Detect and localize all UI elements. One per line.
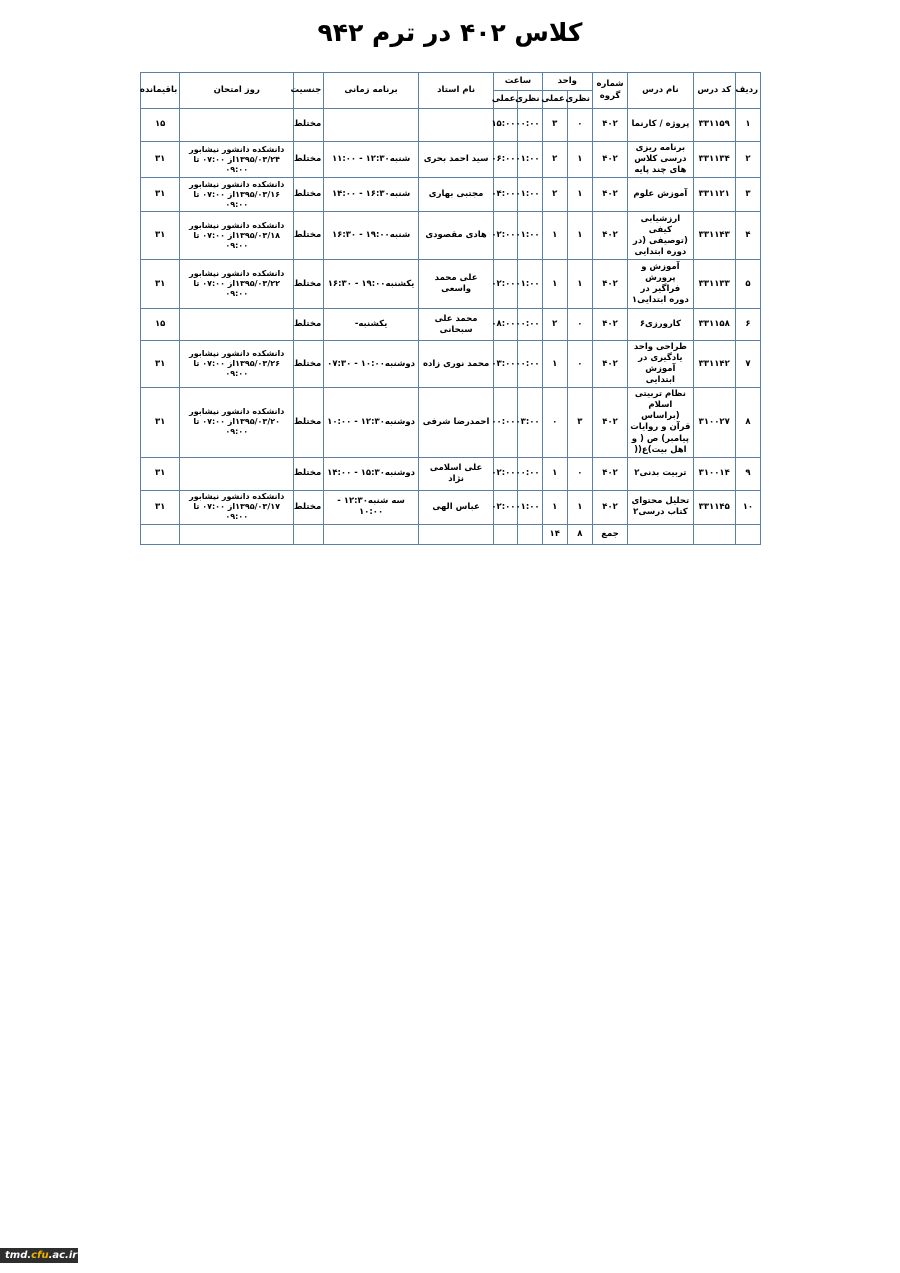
- cell-hour-theory: ۰۱:۰۰: [518, 212, 542, 260]
- cell-code: ۳۳۱۱۲۱: [693, 178, 735, 212]
- cell-schedule: سه شنبه۱۲:۳۰ - ۱۰:۰۰: [324, 490, 419, 524]
- cell-schedule: یکشنبه۱۹:۰۰ - ۱۶:۳۰: [324, 260, 419, 309]
- cell-hour-theory: ۰۱:۰۰: [518, 178, 542, 212]
- cell-course-name: نظام تربیتی اسلام (براساس قرآن و روایات پیامبر) ص ( و اهل بیت)ع((: [628, 388, 693, 457]
- totals-row: [141, 524, 761, 544]
- cell-teacher: علی اسلامی نژاد: [418, 457, 493, 490]
- cell-course-name: کارورزی۶: [628, 309, 693, 341]
- cell-hour-theory: ۰۱:۰۰: [518, 490, 542, 524]
- header-schedule: برنامه زمانی: [324, 73, 419, 109]
- watermark-prefix: tmd.: [5, 1250, 32, 1261]
- cell-row: ۱: [735, 109, 760, 142]
- table-row: [141, 341, 761, 388]
- cell-row: ۸: [735, 388, 760, 457]
- header-group-number: شماره گروه: [592, 73, 627, 109]
- header-hour-theory: نظری: [518, 91, 542, 109]
- cell-row: ۲: [735, 142, 760, 178]
- cell-schedule: دوشنبه۱۰:۰۰ - ۰۷:۳۰: [324, 341, 419, 388]
- cell-teacher: محمد نوری زاده: [418, 341, 493, 388]
- cell-unit-theory: ۰: [567, 457, 592, 490]
- cell-row: ۱۰: [735, 490, 760, 524]
- cell-unit-theory: ۳: [567, 388, 592, 457]
- cell-hour-theory: ۰۰:۰۰: [518, 457, 542, 490]
- cell-exam: دانشکده دانشور نیشابور ۱۳۹۵/۰۳/۲۲از ۰۷:۰۰ تا ۰۹:۰۰: [180, 260, 294, 309]
- cell-teacher: احمدرضا شرفی: [418, 388, 493, 457]
- site-watermark: [0, 1248, 78, 1263]
- course-schedule-table: [140, 72, 761, 545]
- cell-row: ۶: [735, 309, 760, 341]
- header-course-name: نام درس: [628, 73, 693, 109]
- cell-hour-practice: ۰۴:۰۰: [494, 178, 518, 212]
- cell-teacher: محمد علی سبحانی: [418, 309, 493, 341]
- cell-exam: [180, 309, 294, 341]
- cell-unit-theory: ۱: [567, 490, 592, 524]
- cell-schedule: دوشنبه۱۵:۳۰ - ۱۴:۰۰: [324, 457, 419, 490]
- cell-remaining: ۳۱: [141, 490, 180, 524]
- cell-remaining: ۳۱: [141, 178, 180, 212]
- cell-hour-theory: ۰۱:۰۰: [518, 260, 542, 309]
- cell-course-name: آموزش علوم: [628, 178, 693, 212]
- cell-group: ۴۰۲: [592, 341, 627, 388]
- cell-unit-theory: ۱: [567, 178, 592, 212]
- watermark-suffix: .ac.ir: [48, 1250, 78, 1261]
- cell-schedule: دوشنبه۱۲:۳۰ - ۱۰:۰۰: [324, 388, 419, 457]
- header-remaining: باقیمانده: [141, 73, 180, 109]
- cell-hour-practice: ۱۵:۰۰: [494, 109, 518, 142]
- cell-group: ۴۰۲: [592, 260, 627, 309]
- cell-row: ۷: [735, 341, 760, 388]
- cell-group: ۴۰۲: [592, 142, 627, 178]
- cell-unit-practice: ۱: [542, 341, 567, 388]
- header-unit-practice: عملی: [542, 91, 567, 109]
- cell-hour-practice: ۰۲:۰۰: [494, 212, 518, 260]
- cell-hour-theory: ۰۱:۰۰: [518, 142, 542, 178]
- header-hour-practice: عملی: [494, 91, 518, 109]
- cell-gender: مختلط: [294, 457, 324, 490]
- cell-unit-theory: ۰: [567, 341, 592, 388]
- cell-hour-practice: ۰۲:۰۰: [494, 490, 518, 524]
- cell-group: ۴۰۲: [592, 178, 627, 212]
- cell-group: ۴۰۲: [592, 457, 627, 490]
- cell-remaining: ۳۱: [141, 388, 180, 457]
- cell-schedule: یکشنبه-: [324, 309, 419, 341]
- header-gender: جنسیت: [294, 73, 324, 109]
- cell-gender: مختلط: [294, 109, 324, 142]
- cell-hour-theory: ۰۳:۰۰: [518, 388, 542, 457]
- cell-gender: مختلط: [294, 490, 324, 524]
- cell-hour-practice: ۰۸:۰۰: [494, 309, 518, 341]
- cell-gender: مختلط: [294, 142, 324, 178]
- cell-code: ۳۱۰۰۲۷: [693, 388, 735, 457]
- cell-gender: مختلط: [294, 388, 324, 457]
- cell-unit-practice: ۲: [542, 309, 567, 341]
- header-row-number: ردیف: [735, 73, 760, 109]
- cell-course-name: پروژه / کارنما: [628, 109, 693, 142]
- table-row: [141, 212, 761, 260]
- cell-exam: دانشکده دانشور نیشابور ۱۳۹۵/۰۳/۲۰از ۰۷:۰۰ تا ۰۹:۰۰: [180, 388, 294, 457]
- cell-hour-practice: ۰۶:۰۰: [494, 142, 518, 178]
- cell-exam: [180, 109, 294, 142]
- cell-code: ۳۳۱۱۴۲: [693, 341, 735, 388]
- table-row: [141, 178, 761, 212]
- cell-unit-practice: ۲: [542, 178, 567, 212]
- cell-course-name: ارزشیابی کیفی (توصیفی (در دوره ابتدایی: [628, 212, 693, 260]
- cell-exam: دانشکده دانشور نیشابور ۱۳۹۵/۰۳/۲۴از ۰۷:۰۰ تا ۰۹:۰۰: [180, 142, 294, 178]
- table-row: [141, 457, 761, 490]
- cell-gender: مختلط: [294, 178, 324, 212]
- cell-schedule: [324, 109, 419, 142]
- cell-hour-practice: ۰۰:۰۰: [494, 388, 518, 457]
- cell-code: ۳۳۱۱۵۹: [693, 109, 735, 142]
- cell-group: ۴۰۲: [592, 388, 627, 457]
- header-exam-day: روز امتحان: [180, 73, 294, 109]
- cell-exam: [180, 457, 294, 490]
- cell-gender: مختلط: [294, 212, 324, 260]
- cell-exam: دانشکده دانشور نیشابور ۱۳۹۵/۰۳/۱۷از ۰۷:۰۰ تا ۰۹:۰۰: [180, 490, 294, 524]
- cell-group: ۴۰۲: [592, 109, 627, 142]
- cell-row: ۳: [735, 178, 760, 212]
- table-row: [141, 388, 761, 457]
- cell-unit-practice: ۱: [542, 212, 567, 260]
- cell-course-name: تربیت بدنی۲: [628, 457, 693, 490]
- cell-remaining: ۳۱: [141, 457, 180, 490]
- cell-schedule: شنبه۱۲:۳۰ - ۱۱:۰۰: [324, 142, 419, 178]
- cell-code: ۳۳۱۱۴۵: [693, 490, 735, 524]
- cell-code: ۳۳۱۱۴۳: [693, 212, 735, 260]
- cell-course-name: برنامه ریزی درسی کلاس های چند پایه: [628, 142, 693, 178]
- cell-unit-theory: ۱: [567, 142, 592, 178]
- header-teacher: نام استاد: [418, 73, 493, 109]
- cell-unit-practice: ۲: [542, 142, 567, 178]
- cell-course-name: آموزش و پرورش فراگیر در دوره ابتدایی۱: [628, 260, 693, 309]
- cell-unit-practice: ۱: [542, 260, 567, 309]
- totals-unit-theory: ۸: [567, 524, 592, 544]
- totals-label: جمع: [592, 524, 627, 544]
- cell-remaining: ۱۵: [141, 309, 180, 341]
- cell-course-name: تحلیل محتوای کتاب درسی۲: [628, 490, 693, 524]
- cell-hour-practice: ۰۲:۰۰: [494, 260, 518, 309]
- cell-row: ۵: [735, 260, 760, 309]
- cell-hour-theory: ۰۰:۰۰: [518, 341, 542, 388]
- cell-unit-practice: ۰: [542, 388, 567, 457]
- cell-teacher: عباس الهی: [418, 490, 493, 524]
- table-row: [141, 260, 761, 309]
- cell-remaining: ۳۱: [141, 212, 180, 260]
- cell-group: ۴۰۲: [592, 490, 627, 524]
- cell-teacher: هادی مقصودی: [418, 212, 493, 260]
- cell-gender: مختلط: [294, 260, 324, 309]
- cell-teacher: علی محمد واسعی: [418, 260, 493, 309]
- table-row: [141, 109, 761, 142]
- cell-group: ۴۰۲: [592, 212, 627, 260]
- cell-unit-practice: ۱: [542, 457, 567, 490]
- cell-hour-theory: ۰۰:۰۰: [518, 109, 542, 142]
- cell-schedule: شنبه۱۶:۳۰ - ۱۴:۰۰: [324, 178, 419, 212]
- table-row: [141, 309, 761, 341]
- cell-hour-practice: ۰۳:۰۰: [494, 341, 518, 388]
- cell-teacher: [418, 109, 493, 142]
- cell-unit-theory: ۱: [567, 260, 592, 309]
- cell-unit-theory: ۱: [567, 212, 592, 260]
- table-row: [141, 490, 761, 524]
- cell-row: ۹: [735, 457, 760, 490]
- table-row: [141, 142, 761, 178]
- cell-gender: مختلط: [294, 309, 324, 341]
- cell-teacher: سید احمد بحری: [418, 142, 493, 178]
- cell-teacher: مجتبی بهاری: [418, 178, 493, 212]
- cell-group: ۴۰۲: [592, 309, 627, 341]
- cell-unit-practice: ۱: [542, 490, 567, 524]
- cell-hour-theory: ۰۰:۰۰: [518, 309, 542, 341]
- cell-remaining: ۳۱: [141, 260, 180, 309]
- cell-exam: دانشکده دانشور نیشابور ۱۳۹۵/۰۳/۱۶از ۰۷:۰۰ تا ۰۹:۰۰: [180, 178, 294, 212]
- cell-code: ۳۱۰۰۱۴: [693, 457, 735, 490]
- cell-exam: دانشکده دانشور نیشابور ۱۳۹۵/۰۳/۲۶از ۰۷:۰۰ تا ۰۹:۰۰: [180, 341, 294, 388]
- cell-remaining: ۳۱: [141, 142, 180, 178]
- header-unit-theory: نظری: [567, 91, 592, 109]
- cell-schedule: شنبه۱۹:۰۰ - ۱۶:۳۰: [324, 212, 419, 260]
- watermark-brand: cfu: [31, 1250, 49, 1261]
- cell-unit-theory: ۰: [567, 109, 592, 142]
- cell-remaining: ۳۱: [141, 341, 180, 388]
- cell-gender: مختلط: [294, 341, 324, 388]
- cell-code: ۳۳۱۱۳۳: [693, 260, 735, 309]
- cell-unit-theory: ۰: [567, 309, 592, 341]
- cell-hour-practice: ۰۲:۰۰: [494, 457, 518, 490]
- header-course-code: کد درس: [693, 73, 735, 109]
- cell-course-name: طراحی واحد یادگیری در آموزش ابتدایی: [628, 341, 693, 388]
- cell-remaining: ۱۵: [141, 109, 180, 142]
- cell-code: ۳۳۱۱۵۸: [693, 309, 735, 341]
- cell-exam: دانشکده دانشور نیشابور ۱۳۹۵/۰۳/۱۸از ۰۷:۰۰ تا ۰۹:۰۰: [180, 212, 294, 260]
- page-title: کلاس ۴۰۲ در ترم ۹۴۲: [317, 18, 583, 47]
- totals-unit-practice: ۱۴: [542, 524, 567, 544]
- cell-unit-practice: ۳: [542, 109, 567, 142]
- cell-row: ۴: [735, 212, 760, 260]
- cell-code: ۳۳۱۱۳۴: [693, 142, 735, 178]
- header-hours: ساعت: [494, 73, 542, 91]
- header-units: واحد: [542, 73, 592, 91]
